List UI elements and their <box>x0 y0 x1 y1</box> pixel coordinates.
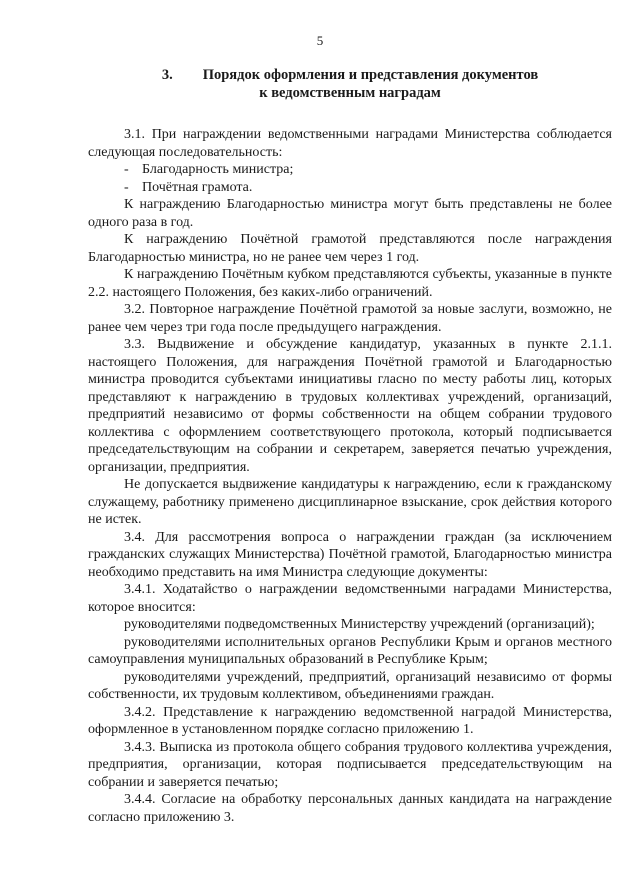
section-heading-line-1 <box>90 66 610 84</box>
list-item-text: Почётная грамота. <box>142 179 253 195</box>
section-title-line-1: Порядок оформления и представления документов <box>202 67 539 83</box>
paragraph-blagodarnost: К награждению Благодарностью министра могут быть представлены не более одного раза в год. <box>88 197 612 230</box>
list-marker: - <box>124 162 129 177</box>
paragraph-3-4-3: 3.4.3. Выписка из протокола общего собрания трудового коллектива учреждения, предприятия, организации, которая подписывается председательствующим на собрании и заверяется печатью; <box>88 739 612 790</box>
section-heading-line-2 <box>90 84 610 102</box>
paragraph-3-2: 3.2. Повторное награждение Почётной грамотой за новые заслуги, возможно, не ранее чем через три года после предыдущего награждения. <box>88 302 612 335</box>
section-title-line-2: к ведомственным наградам <box>259 85 441 101</box>
list-item-text: Благодарность министра; <box>142 162 294 177</box>
list-marker: - <box>124 179 129 195</box>
paragraph-submitters-subordinate: руководителями подведомственных Министерству учреждений (организаций); <box>124 617 595 632</box>
paragraph-restriction: Не допускается выдвижение кандидатуры к награждению, если к гражданскому служащему, работнику применено дисциплинарное взыскание, срок действия которого не истек. <box>88 477 612 527</box>
list-item <box>88 179 612 197</box>
paragraph-3-1: 3.1. При награждении ведомственными наградами Министерства соблюдается следующая последовательность: <box>88 127 612 160</box>
paragraph-submitters-executive: руководителями исполнительных органов Республики Крым и органов местного самоуправления муниципальных образований в Республике Крым; <box>88 634 612 667</box>
paragraph-pochetnaya-gramota: К награждению Почётной грамотой представляются после награждения Благодарностью министра, но не ранее чем через 1 год. <box>88 232 612 265</box>
list-item <box>88 161 612 179</box>
paragraph-submitters-organizations: руководителями учреждений, предприятий, организаций независимо от формы собственности, их трудовым коллективом, объединениями граждан. <box>88 669 612 702</box>
document-body <box>88 126 612 826</box>
paragraph-3-4-2: 3.4.2. Представление к награждению ведомственной наградой Министерства, оформленное в установленном порядке согласно приложению 1. <box>88 704 612 737</box>
page-number: 5 <box>316 33 324 48</box>
paragraph-3-3: 3.3. Выдвижение и обсуждение кандидатур, указанных в пункте 2.1.1. настоящего Положения, для награждения Почётной грамотой и Благодарностью министра проводится субъектами инициативы гласно по месту работы лиц, которых представляют к награждению в трудовых коллективах учреждений, организаций, предприятий независимо от формы собственности на общем собрании трудового коллектива с оформлением соответствующего протокола, который подписывается председательствующим на собрании и секретарем, заверяется печатью учреждения, организации, предприятия. <box>88 337 612 475</box>
section-number: 3. <box>161 67 173 83</box>
paragraph-3-4-4: 3.4.4. Согласие на обработку персональных данных кандидата на награждение согласно приложению 3. <box>88 792 612 825</box>
paragraph-3-4-1: 3.4.1. Ходатайство о награждении ведомственными наградами Министерства, которое вносится: <box>88 582 612 615</box>
section-heading <box>90 66 610 102</box>
paragraph-pochetny-kubok: К награждению Почётным кубком представляются субъекты, указанные в пункте 2.2. настоящего Положения, без каких-либо ограничений. <box>88 267 612 300</box>
paragraph-3-4: 3.4. Для рассмотрения вопроса о награждении граждан (за исключением гражданских служащих Министерства) Почётной грамотой, Благодарностью министра необходимо представить на имя Министра следующие документы: <box>88 529 612 580</box>
